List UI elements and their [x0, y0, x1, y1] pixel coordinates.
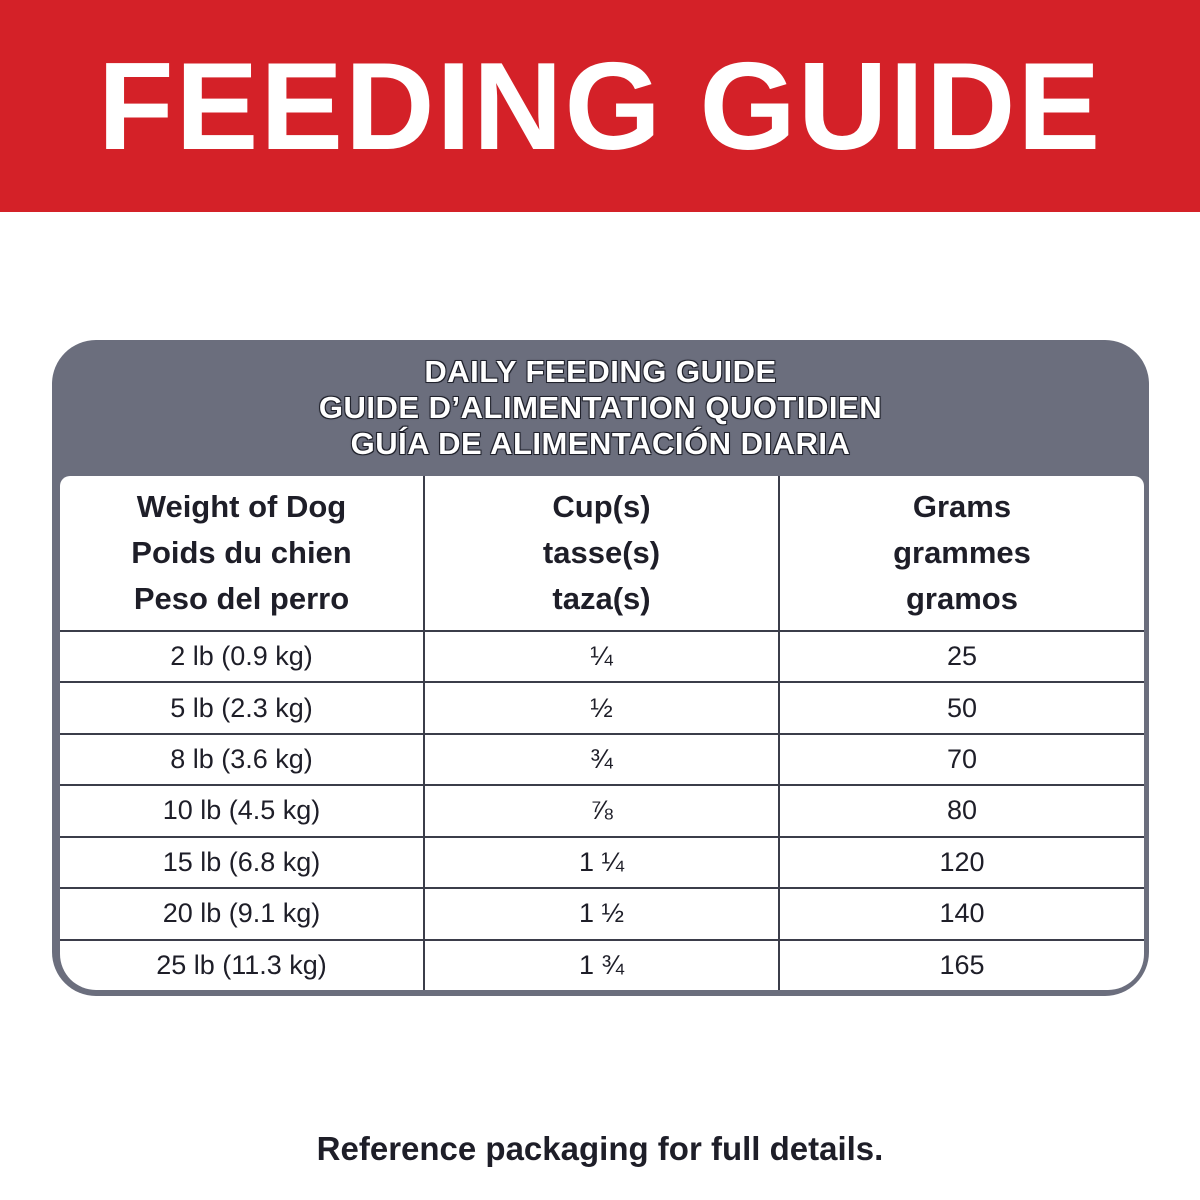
weight-cell: 2 lb (0.9 kg)	[60, 631, 424, 682]
grams-cell: 25	[779, 631, 1144, 682]
banner	[0, 0, 1200, 212]
cups-cell: 1 ¾	[424, 940, 779, 990]
weight-cell: 8 lb (3.6 kg)	[60, 734, 424, 785]
header-line: Poids du chien	[131, 535, 352, 570]
grams-cell: 165	[779, 940, 1144, 990]
header-line: Weight of Dog	[136, 489, 347, 524]
weight-cell: 25 lb (11.3 kg)	[60, 940, 424, 990]
banner-title: FEEDING GUIDE	[97, 38, 1103, 176]
grams-cell: 70	[779, 734, 1144, 785]
grams-cell: 120	[779, 837, 1144, 888]
weight-cell: 10 lb (4.5 kg)	[60, 785, 424, 836]
table-row	[60, 631, 1144, 682]
cups-cell: 1 ¼	[424, 837, 779, 888]
feeding-table-wrapper	[60, 476, 1144, 990]
card-heading-line-es: GUÍA DE ALIMENTACIÓN DIARIA	[350, 426, 851, 461]
cups-cell: ¾	[424, 734, 779, 785]
header-weight	[60, 476, 424, 631]
grams-cell: 50	[779, 682, 1144, 733]
cups-cell: 1 ½	[424, 888, 779, 939]
weight-cell: 5 lb (2.3 kg)	[60, 682, 424, 733]
footer-note: Reference packaging for full details.	[316, 1130, 884, 1167]
table-row	[60, 940, 1144, 990]
feeding-table	[60, 476, 1144, 990]
header-line: Grams	[912, 489, 1012, 524]
table-row	[60, 888, 1144, 939]
table-row	[60, 734, 1144, 785]
card-heading-line-en: DAILY FEEDING GUIDE	[424, 354, 777, 389]
cups-cell: ¼	[424, 631, 779, 682]
cups-cell: ⅞	[424, 785, 779, 836]
cups-cell: ½	[424, 682, 779, 733]
header-grams	[779, 476, 1144, 631]
weight-cell: 20 lb (9.1 kg)	[60, 888, 424, 939]
header-line: gramos	[906, 581, 1018, 616]
table-row	[60, 682, 1144, 733]
grams-cell: 140	[779, 888, 1144, 939]
header-line: grammes	[893, 535, 1031, 570]
card-heading	[52, 354, 1149, 462]
header-line: taza(s)	[552, 581, 651, 616]
table-row	[60, 837, 1144, 888]
table-row	[60, 785, 1144, 836]
grams-cell: 80	[779, 785, 1144, 836]
feeding-guide-card	[52, 340, 1149, 996]
header-line: tasse(s)	[542, 535, 661, 570]
header-line: Cup(s)	[552, 489, 651, 524]
header-cups	[424, 476, 779, 631]
weight-cell: 15 lb (6.8 kg)	[60, 837, 424, 888]
card-heading-line-fr: GUIDE D’ALIMENTATION QUOTIDIEN	[318, 390, 883, 425]
header-line: Peso del perro	[133, 581, 350, 616]
table-header-row	[60, 476, 1144, 631]
